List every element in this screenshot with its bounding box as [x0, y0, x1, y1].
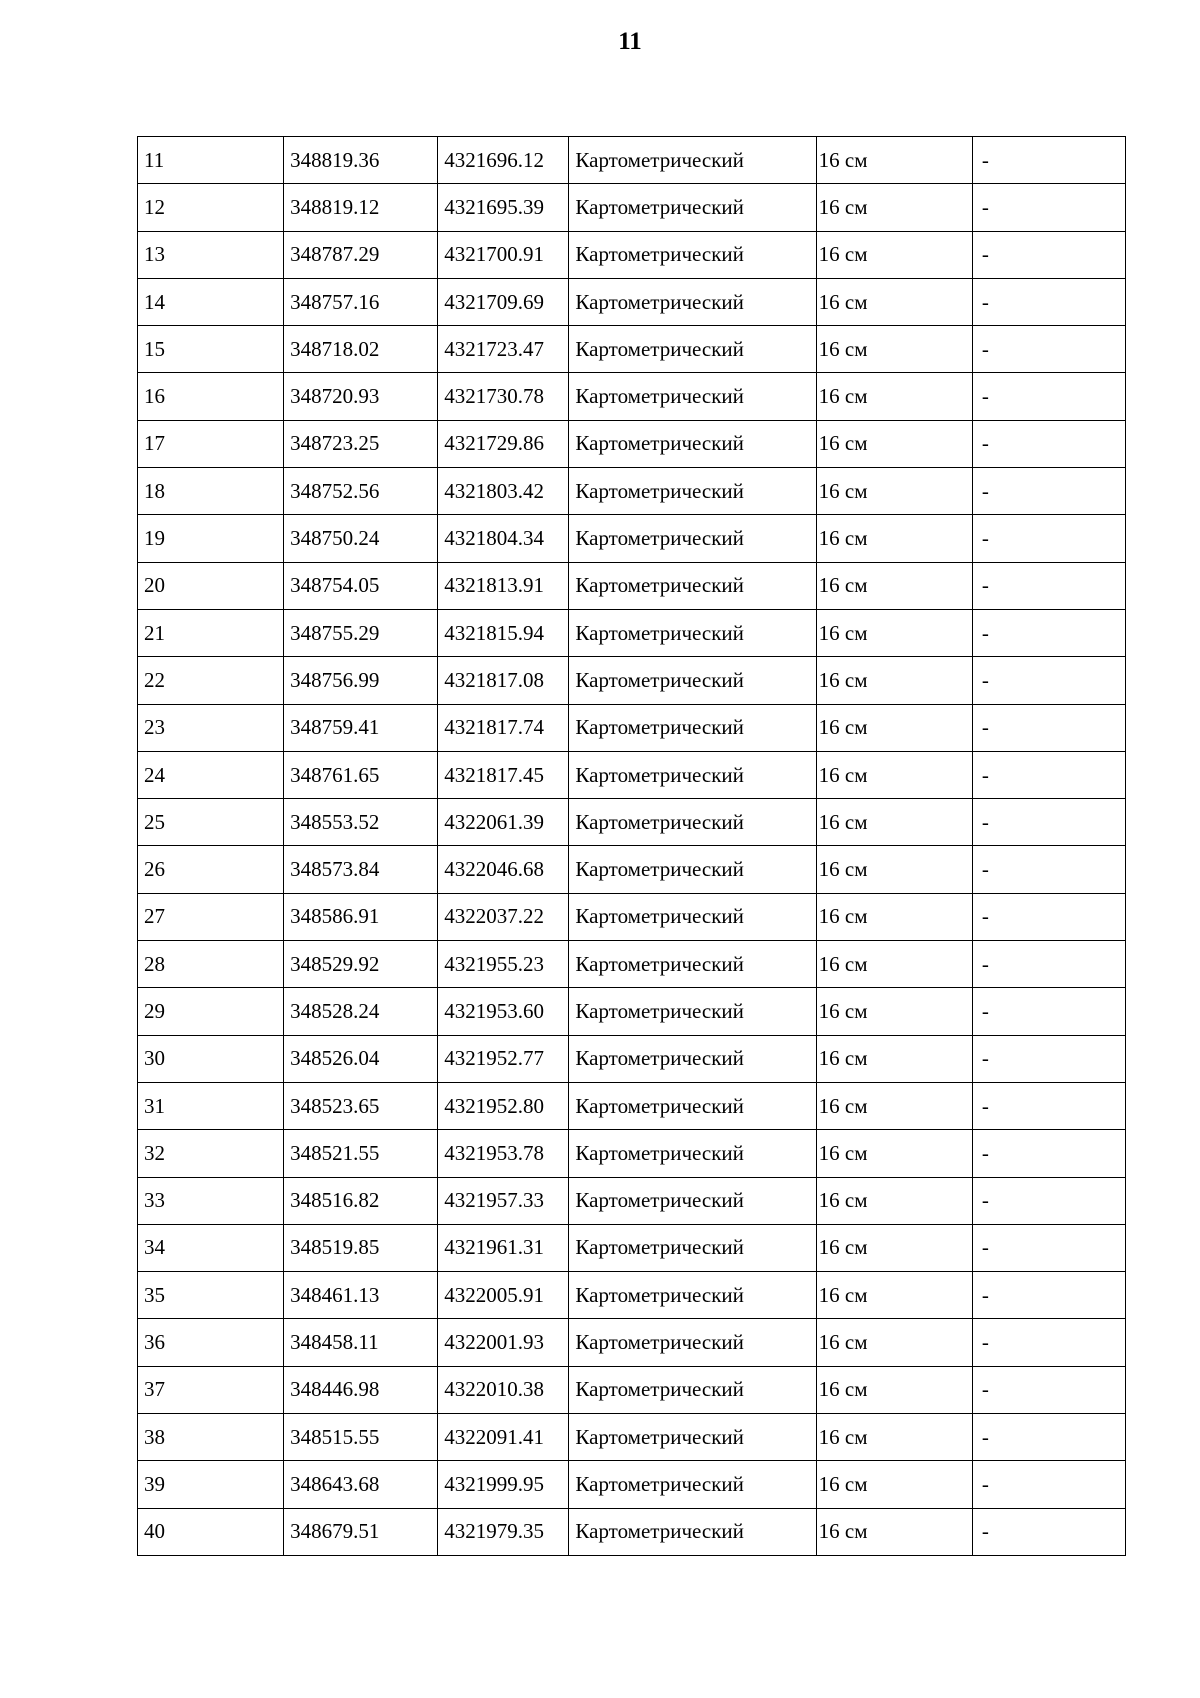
description-cell: - — [972, 326, 1125, 373]
table-row — [138, 1414, 1126, 1461]
table-row — [138, 799, 1126, 846]
coordinate-x-cell: 348515.55 — [284, 1414, 438, 1461]
coordinate-x-cell: 348573.84 — [284, 846, 438, 893]
coordinate-x-cell: 348528.24 — [284, 988, 438, 1035]
accuracy-cell: 16 см — [816, 1224, 972, 1271]
point-number-cell: 20 — [138, 562, 284, 609]
method-cell: Картометрический — [569, 751, 816, 798]
point-number-cell: 24 — [138, 751, 284, 798]
accuracy-cell: 16 см — [816, 1319, 972, 1366]
method-cell: Картометрический — [569, 704, 816, 751]
point-number-cell: 33 — [138, 1177, 284, 1224]
coordinate-y-cell: 4321695.39 — [438, 184, 569, 231]
accuracy-cell: 16 см — [816, 1414, 972, 1461]
accuracy-cell: 16 см — [816, 278, 972, 325]
table-row — [138, 893, 1126, 940]
accuracy-cell: 16 см — [816, 609, 972, 656]
coordinate-y-cell: 4321952.80 — [438, 1082, 569, 1129]
description-cell: - — [972, 1035, 1125, 1082]
accuracy-cell: 16 см — [816, 751, 972, 798]
method-cell: Картометрический — [569, 420, 816, 467]
description-cell: - — [972, 846, 1125, 893]
coordinate-x-cell: 348761.65 — [284, 751, 438, 798]
description-cell: - — [972, 1082, 1125, 1129]
accuracy-cell: 16 см — [816, 704, 972, 751]
point-number-cell: 30 — [138, 1035, 284, 1082]
table-row — [138, 1461, 1126, 1508]
table-row — [138, 515, 1126, 562]
coordinate-y-cell: 4321952.77 — [438, 1035, 569, 1082]
point-number-cell: 11 — [138, 137, 284, 184]
description-cell: - — [972, 1508, 1125, 1555]
description-cell: - — [972, 751, 1125, 798]
point-number-cell: 13 — [138, 231, 284, 278]
coordinate-x-cell: 348526.04 — [284, 1035, 438, 1082]
point-number-cell: 18 — [138, 468, 284, 515]
coordinate-x-cell: 348461.13 — [284, 1272, 438, 1319]
coordinate-y-cell: 4321817.08 — [438, 657, 569, 704]
coordinate-x-cell: 348643.68 — [284, 1461, 438, 1508]
method-cell: Картометрический — [569, 1366, 816, 1413]
coordinate-x-cell: 348718.02 — [284, 326, 438, 373]
accuracy-cell: 16 см — [816, 988, 972, 1035]
accuracy-cell: 16 см — [816, 231, 972, 278]
table-row — [138, 1035, 1126, 1082]
point-number-cell: 14 — [138, 278, 284, 325]
method-cell: Картометрический — [569, 1130, 816, 1177]
method-cell: Картометрический — [569, 278, 816, 325]
coordinate-y-cell: 4322010.38 — [438, 1366, 569, 1413]
point-number-cell: 26 — [138, 846, 284, 893]
method-cell: Картометрический — [569, 893, 816, 940]
method-cell: Картометрический — [569, 562, 816, 609]
description-cell: - — [972, 609, 1125, 656]
coordinate-x-cell: 348754.05 — [284, 562, 438, 609]
table-row — [138, 1272, 1126, 1319]
method-cell: Картометрический — [569, 1414, 816, 1461]
table-row — [138, 468, 1126, 515]
accuracy-cell: 16 см — [816, 846, 972, 893]
method-cell: Картометрический — [569, 231, 816, 278]
coordinate-y-cell: 4321815.94 — [438, 609, 569, 656]
accuracy-cell: 16 см — [816, 137, 972, 184]
table-row — [138, 1319, 1126, 1366]
description-cell: - — [972, 1414, 1125, 1461]
table-row — [138, 751, 1126, 798]
point-number-cell: 19 — [138, 515, 284, 562]
description-cell: - — [972, 1130, 1125, 1177]
coordinate-y-cell: 4321804.34 — [438, 515, 569, 562]
description-cell: - — [972, 562, 1125, 609]
method-cell: Картометрический — [569, 1035, 816, 1082]
coordinate-y-cell: 4322046.68 — [438, 846, 569, 893]
coordinate-x-cell: 348679.51 — [284, 1508, 438, 1555]
coordinate-y-cell: 4321957.33 — [438, 1177, 569, 1224]
method-cell: Картометрический — [569, 1224, 816, 1271]
table-row — [138, 373, 1126, 420]
method-cell: Картометрический — [569, 515, 816, 562]
description-cell: - — [972, 231, 1125, 278]
description-cell: - — [972, 515, 1125, 562]
coordinate-x-cell: 348756.99 — [284, 657, 438, 704]
coordinate-x-cell: 348519.85 — [284, 1224, 438, 1271]
method-cell: Картометрический — [569, 846, 816, 893]
accuracy-cell: 16 см — [816, 468, 972, 515]
coordinate-y-cell: 4322091.41 — [438, 1414, 569, 1461]
table-row — [138, 1177, 1126, 1224]
description-cell: - — [972, 1272, 1125, 1319]
coordinate-y-cell: 4321723.47 — [438, 326, 569, 373]
point-number-cell: 23 — [138, 704, 284, 751]
accuracy-cell: 16 см — [816, 1508, 972, 1555]
table-row — [138, 420, 1126, 467]
table-row — [138, 1130, 1126, 1177]
coordinate-x-cell: 348819.36 — [284, 137, 438, 184]
table-row — [138, 1224, 1126, 1271]
table-row — [138, 231, 1126, 278]
coordinate-y-cell: 4322037.22 — [438, 893, 569, 940]
description-cell: - — [972, 184, 1125, 231]
coordinate-y-cell: 4321953.78 — [438, 1130, 569, 1177]
point-number-cell: 21 — [138, 609, 284, 656]
description-cell: - — [972, 988, 1125, 1035]
point-number-cell: 37 — [138, 1366, 284, 1413]
table-row — [138, 988, 1126, 1035]
method-cell: Картометрический — [569, 373, 816, 420]
point-number-cell: 16 — [138, 373, 284, 420]
table-row — [138, 562, 1126, 609]
description-cell: - — [972, 657, 1125, 704]
coordinate-x-cell: 348586.91 — [284, 893, 438, 940]
coordinate-y-cell: 4321961.31 — [438, 1224, 569, 1271]
point-number-cell: 36 — [138, 1319, 284, 1366]
coordinate-x-cell: 348553.52 — [284, 799, 438, 846]
description-cell: - — [972, 704, 1125, 751]
description-cell: - — [972, 278, 1125, 325]
accuracy-cell: 16 см — [816, 515, 972, 562]
coordinate-x-cell: 348529.92 — [284, 941, 438, 988]
accuracy-cell: 16 см — [816, 799, 972, 846]
method-cell: Картометрический — [569, 1461, 816, 1508]
accuracy-cell: 16 см — [816, 1272, 972, 1319]
accuracy-cell: 16 см — [816, 1461, 972, 1508]
method-cell: Картометрический — [569, 184, 816, 231]
accuracy-cell: 16 см — [816, 1035, 972, 1082]
description-cell: - — [972, 137, 1125, 184]
table-row — [138, 278, 1126, 325]
accuracy-cell: 16 см — [816, 1177, 972, 1224]
coordinate-y-cell: 4321955.23 — [438, 941, 569, 988]
table-row — [138, 1366, 1126, 1413]
accuracy-cell: 16 см — [816, 184, 972, 231]
accuracy-cell: 16 см — [816, 1366, 972, 1413]
coordinate-y-cell: 4322005.91 — [438, 1272, 569, 1319]
method-cell: Картометрический — [569, 609, 816, 656]
coordinate-y-cell: 4322061.39 — [438, 799, 569, 846]
coordinate-y-cell: 4321730.78 — [438, 373, 569, 420]
coordinate-y-cell: 4322001.93 — [438, 1319, 569, 1366]
coordinate-x-cell: 348720.93 — [284, 373, 438, 420]
point-number-cell: 15 — [138, 326, 284, 373]
table-row — [138, 941, 1126, 988]
accuracy-cell: 16 см — [816, 941, 972, 988]
description-cell: - — [972, 1177, 1125, 1224]
table-row — [138, 704, 1126, 751]
table-row — [138, 657, 1126, 704]
point-number-cell: 22 — [138, 657, 284, 704]
accuracy-cell: 16 см — [816, 373, 972, 420]
accuracy-cell: 16 см — [816, 420, 972, 467]
coordinate-x-cell: 348458.11 — [284, 1319, 438, 1366]
accuracy-cell: 16 см — [816, 326, 972, 373]
coordinate-y-cell: 4321979.35 — [438, 1508, 569, 1555]
point-number-cell: 17 — [138, 420, 284, 467]
point-number-cell: 12 — [138, 184, 284, 231]
accuracy-cell: 16 см — [816, 893, 972, 940]
description-cell: - — [972, 1461, 1125, 1508]
point-number-cell: 27 — [138, 893, 284, 940]
point-number-cell: 34 — [138, 1224, 284, 1271]
method-cell: Картометрический — [569, 1177, 816, 1224]
accuracy-cell: 16 см — [816, 657, 972, 704]
point-number-cell: 31 — [138, 1082, 284, 1129]
description-cell: - — [972, 373, 1125, 420]
method-cell: Картометрический — [569, 657, 816, 704]
table-row — [138, 609, 1126, 656]
coordinate-x-cell: 348755.29 — [284, 609, 438, 656]
point-number-cell: 35 — [138, 1272, 284, 1319]
method-cell: Картометрический — [569, 1272, 816, 1319]
page-number: 11 — [618, 28, 642, 55]
method-cell: Картометрический — [569, 941, 816, 988]
point-number-cell: 39 — [138, 1461, 284, 1508]
coordinate-y-cell: 4321999.95 — [438, 1461, 569, 1508]
table-row — [138, 1508, 1126, 1555]
description-cell: - — [972, 468, 1125, 515]
coordinate-y-cell: 4321700.91 — [438, 231, 569, 278]
point-number-cell: 38 — [138, 1414, 284, 1461]
accuracy-cell: 16 см — [816, 562, 972, 609]
table-row — [138, 846, 1126, 893]
description-cell: - — [972, 893, 1125, 940]
coordinate-x-cell: 348787.29 — [284, 231, 438, 278]
point-number-cell: 28 — [138, 941, 284, 988]
coordinate-x-cell: 348723.25 — [284, 420, 438, 467]
method-cell: Картометрический — [569, 326, 816, 373]
method-cell: Картометрический — [569, 1508, 816, 1555]
point-number-cell: 40 — [138, 1508, 284, 1555]
coordinate-y-cell: 4321817.45 — [438, 751, 569, 798]
table-row — [138, 1082, 1126, 1129]
coordinate-y-cell: 4321729.86 — [438, 420, 569, 467]
coordinates-table-body — [138, 137, 1126, 1556]
coordinate-x-cell: 348446.98 — [284, 1366, 438, 1413]
coordinate-x-cell: 348523.65 — [284, 1082, 438, 1129]
point-number-cell: 29 — [138, 988, 284, 1035]
coordinate-y-cell: 4321709.69 — [438, 278, 569, 325]
coordinate-x-cell: 348759.41 — [284, 704, 438, 751]
description-cell: - — [972, 1319, 1125, 1366]
coordinates-table — [137, 136, 1126, 1556]
table-row — [138, 326, 1126, 373]
method-cell: Картометрический — [569, 1319, 816, 1366]
coordinate-y-cell: 4321817.74 — [438, 704, 569, 751]
method-cell: Картометрический — [569, 1082, 816, 1129]
method-cell: Картометрический — [569, 468, 816, 515]
coordinate-y-cell: 4321953.60 — [438, 988, 569, 1035]
description-cell: - — [972, 799, 1125, 846]
point-number-cell: 25 — [138, 799, 284, 846]
method-cell: Картометрический — [569, 988, 816, 1035]
coordinate-x-cell: 348521.55 — [284, 1130, 438, 1177]
table-row — [138, 184, 1126, 231]
coordinate-x-cell: 348516.82 — [284, 1177, 438, 1224]
coordinate-x-cell: 348750.24 — [284, 515, 438, 562]
point-number-cell: 32 — [138, 1130, 284, 1177]
method-cell: Картометрический — [569, 799, 816, 846]
coordinate-y-cell: 4321803.42 — [438, 468, 569, 515]
method-cell: Картометрический — [569, 137, 816, 184]
coordinate-y-cell: 4321813.91 — [438, 562, 569, 609]
description-cell: - — [972, 1366, 1125, 1413]
description-cell: - — [972, 941, 1125, 988]
table-row — [138, 137, 1126, 184]
description-cell: - — [972, 1224, 1125, 1271]
description-cell: - — [972, 420, 1125, 467]
accuracy-cell: 16 см — [816, 1082, 972, 1129]
coordinate-x-cell: 348819.12 — [284, 184, 438, 231]
coordinate-x-cell: 348757.16 — [284, 278, 438, 325]
accuracy-cell: 16 см — [816, 1130, 972, 1177]
coordinate-y-cell: 4321696.12 — [438, 137, 569, 184]
coordinate-x-cell: 348752.56 — [284, 468, 438, 515]
